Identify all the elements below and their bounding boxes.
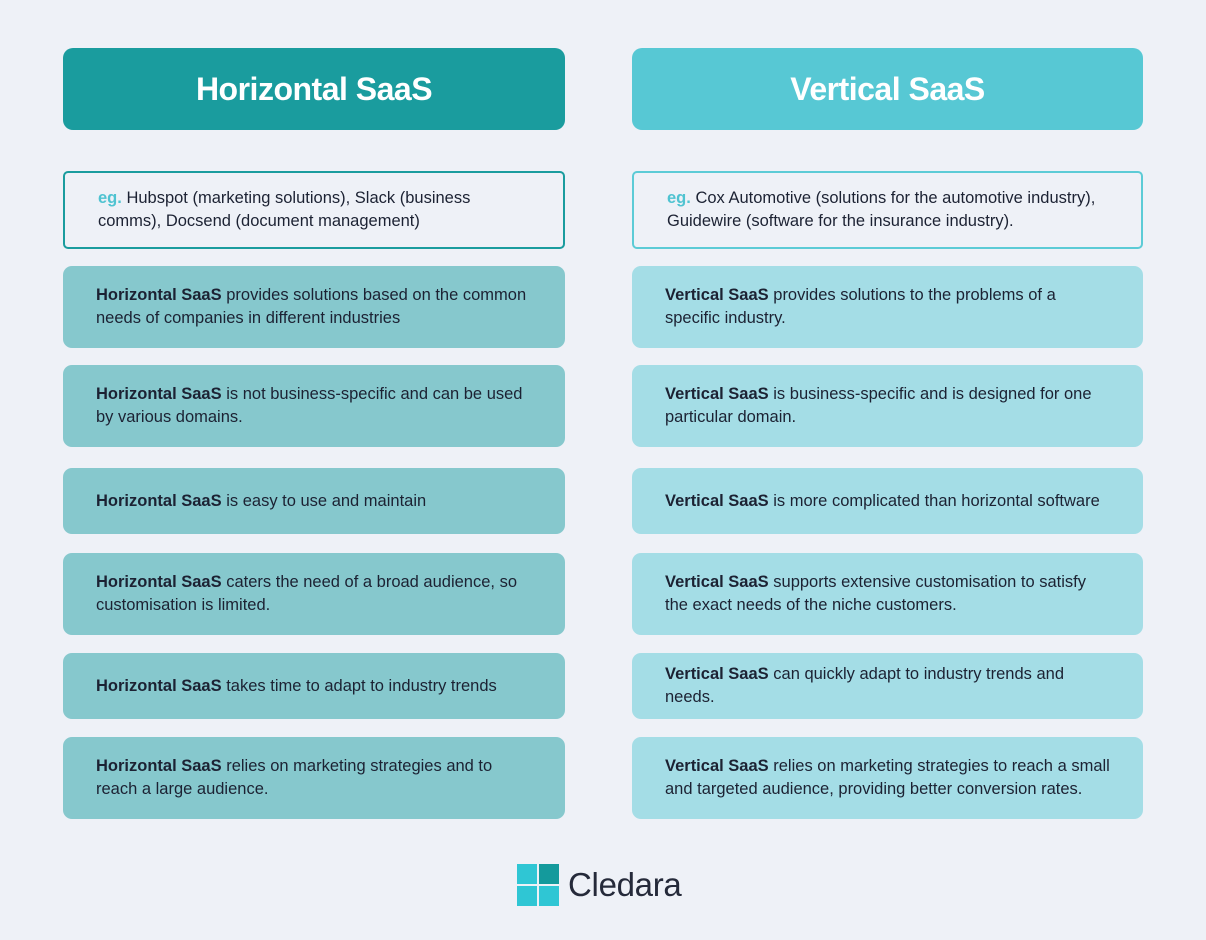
horizontal-example-card [63, 171, 565, 249]
horizontal-point-card [63, 553, 565, 635]
point-text: caters the need of a broad audience, so customisation is limited. [96, 573, 518, 614]
point-subject: Horizontal SaaS [96, 757, 222, 775]
point-text: is easy to use and maintain [226, 491, 427, 510]
vertical-point-card [632, 266, 1143, 348]
point-subject: Horizontal SaaS [96, 676, 222, 695]
eg-label: eg. [98, 189, 122, 207]
example-text: Hubspot (marketing solutions), Slack (business comms), Docsend (document management) [98, 189, 471, 230]
horizontal-point-card [63, 468, 565, 534]
vertical-point-card [632, 553, 1143, 635]
horizontal-point-card [63, 266, 565, 348]
point-subject: Vertical SaaS [665, 491, 769, 510]
point-subject: Vertical SaaS [665, 665, 769, 683]
point-text: is more complicated than horizontal software [773, 491, 1100, 510]
point-subject: Horizontal SaaS [96, 286, 222, 304]
point-subject: Horizontal SaaS [96, 385, 222, 403]
vertical-point-card [632, 468, 1143, 534]
point-subject: Vertical SaaS [665, 286, 769, 304]
point-text: relies on marketing strategies to reach a small and targeted audience, providing better conversion rates. [665, 757, 1110, 798]
horizontal-saas-header: Horizontal SaaS [63, 48, 565, 130]
point-text: relies on marketing strategies and to reach a large audience. [96, 757, 493, 798]
vertical-saas-header: Vertical SaaS [632, 48, 1143, 130]
vertical-point-card [632, 365, 1143, 447]
vertical-point-card [632, 737, 1143, 819]
point-subject: Vertical SaaS [665, 385, 769, 403]
vertical-point-card [632, 653, 1143, 719]
point-text: provides solutions based on the common needs of companies in different industries [96, 286, 527, 327]
horizontal-point-card [63, 737, 565, 819]
eg-label: eg. [667, 189, 691, 207]
point-text: takes time to adapt to industry trends [226, 676, 497, 695]
vertical-saas-column [632, 48, 1143, 798]
example-text: Cox Automotive (solutions for the automotive industry), Guidewire (software for the insurance industry). [667, 189, 1096, 230]
brand-name: Cledara [568, 866, 682, 903]
point-text: is not business-specific and can be used by various domains. [96, 385, 523, 426]
point-subject: Vertical SaaS [665, 757, 769, 775]
vertical-example-card [632, 171, 1143, 249]
point-subject: Horizontal SaaS [96, 491, 222, 510]
point-text: provides solutions to the problems of a specific industry. [665, 286, 1056, 327]
four-square-grid-logo-icon [517, 864, 559, 906]
cledara-brand [517, 864, 681, 906]
point-text: supports extensive customisation to satisfy the exact needs of the niche customers. [665, 573, 1086, 614]
point-text: can quickly adapt to industry trends and needs. [665, 665, 1065, 706]
point-subject: Vertical SaaS [665, 573, 769, 591]
horizontal-saas-column [63, 48, 565, 798]
point-subject: Horizontal SaaS [96, 573, 222, 591]
point-text: is business-specific and is designed for one particular domain. [665, 385, 1092, 426]
horizontal-point-card [63, 365, 565, 447]
horizontal-point-card [63, 653, 565, 719]
